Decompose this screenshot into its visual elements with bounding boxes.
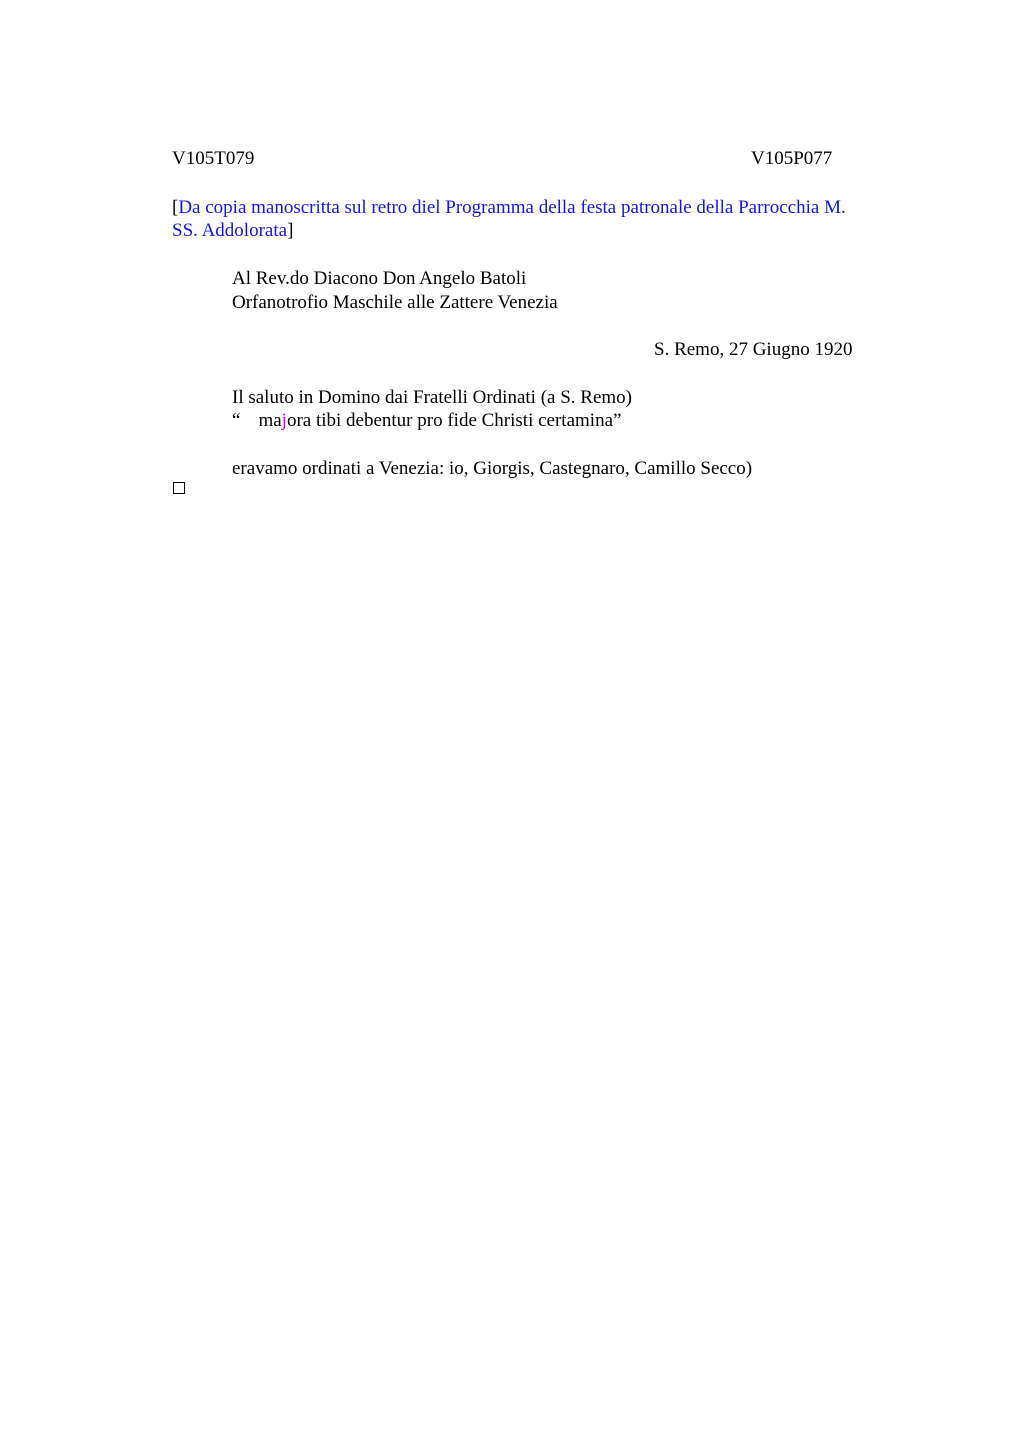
note-text-line-2: SS. Addolorata: [172, 220, 288, 241]
document-code-right: V105P077: [751, 148, 833, 169]
quote-text-part-1: ma: [258, 410, 282, 431]
quote-line: [232, 409, 621, 432]
note-close-bracket: ]: [287, 220, 294, 241]
quote-open-mark: “: [232, 410, 241, 431]
recipient-line-2: Orfanotrofio Maschile alle Zattere Venezia: [232, 292, 558, 313]
source-note-line-2: [172, 219, 293, 242]
ordination-line: eravamo ordinati a Venezia: io, Giorgis, Castegnaro, Camillo Secco): [232, 458, 753, 479]
source-note-line-1: [172, 196, 846, 219]
note-text-line-1: Da copia manoscritta sul retro diel Programma della festa patronale della Parrocchia M.: [178, 197, 846, 218]
document-code-left: V105T079: [172, 148, 255, 169]
date-line: S. Remo, 27 Giugno 1920: [654, 339, 853, 360]
greeting-line: Il saluto in Domino dai Fratelli Ordinati (a S. Remo): [232, 387, 632, 408]
note-open-bracket: [: [172, 197, 179, 218]
quote-highlight-letter: j: [281, 410, 287, 431]
empty-checkbox-icon: [173, 482, 185, 494]
recipient-line-1: Al Rev.do Diacono Don Angelo Batoli: [232, 268, 527, 289]
quote-text-part-2: ora tibi debentur pro fide Christi certamina”: [286, 410, 622, 431]
